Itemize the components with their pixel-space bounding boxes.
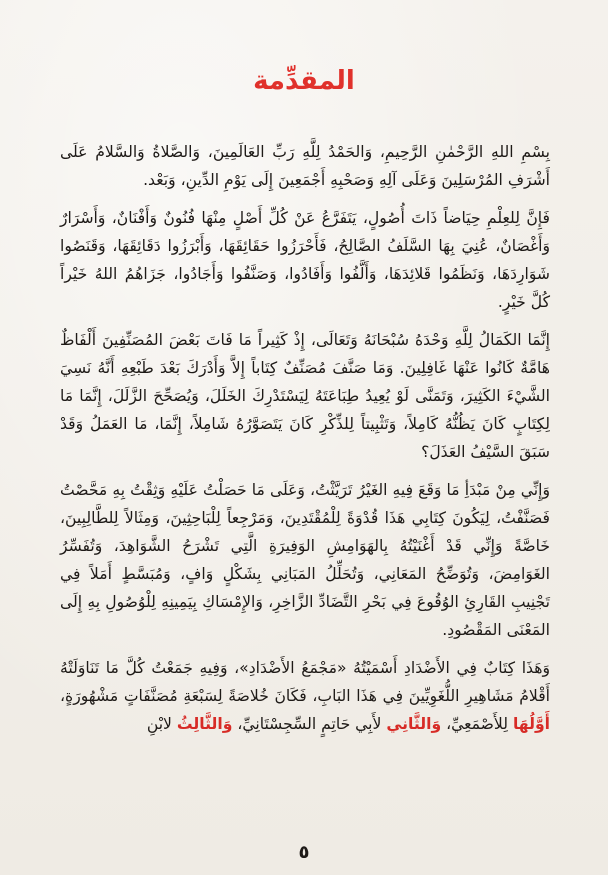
- text-run: وَهَذَا كِتَابٌ فِي الأَضْدَادِ أَسْمَيْتُهُ «مَجْمَعُ الأَضْدَادِ»، وَفِيهِ جَمَعْتُ كُلَّ مَا تَنَاوَلَتْهُ أَقْلامُ مَشَاهِيرِ اللُّغَوِيِّينَ فِي هَذَا البَابِ، فَكَانَ خُلاصَةً لِسَبْعَةِ مُصَنَّفَاتٍ مَشْهُورَةٍ،: [60, 659, 550, 705]
- text-run: لأَبِي حَاتِمٍ السِّجِسْتَانِيِّ،: [237, 715, 382, 733]
- section-title: المقدِّمة: [253, 66, 355, 96]
- paragraph-knowledge: فَإِنَّ لِلعِلْمِ حِيَاضاً ذَاتَ أُصُولٍ، يَتَفَرَّعُ عَنْ كُلِّ أَصْلٍ مِنْهَا فُنُونٌ وَأَفْنَانٌ، وَأَسْرَارٌ وَأَغْصَانٌ، عُنِيَ بِهَا السَّلَفُ الصَّالِحُ، فَأَحْرَزُوا حَقَائِقَهَا، وَأَبْرَزُوا دَقَائِقَهَا، وَقَنَصُوا شَوَارِدَهَا، وَنَظَمُوا قَلائِدَهَا، وَأَلَّفُوا وَأَفَادُوا، وَصَنَّفُوا وَأَجَادُوا، جَزَاهُمُ اللهُ خَيْراً كُلَّ خَيْرٍ.: [60, 209, 550, 311]
- paragraph-purpose: وَإِنِّي مِنْ مَبْدَأِ مَا وَقَعَ فِيهِ الغَيْرُ تَرَيَّثْتُ، وَعَلَى مَا حَصَلْتُ عَلَيْهِ وَثِقْتُ بِهِ مَحَّصْتُ فَصَنَّفْتُ، لِيَكُونَ كِتَابِي هَذَا قُدْوَةً لِلْمُقْتَدِينَ، وَمَرْجِعاً لِلْبَاحِثِينَ، وَمِثَالاً لِلطَّالِبِينَ، خَاصَّةً وَإِنِّي قَدْ أَغْنَيْتُهُ بِالهَوَامِشِ الوَفِيرَةِ الَّتِي تَشْرَحُ الشَّوَاهِدَ، وَتُفَسِّرُ الغَوَامِضَ، وَتُوَضِّحُ المَعَانِي، وَتُحَلِّلُ المَبَانِي بِشَكْلٍ وَافٍ، وَمُبَسَّطٍ أَمَلاً فِي تَجْنِيبِ القَارِئِ الوُقُوعَ فِي بَحْرِ التَّضَادِّ الزَّاخِرِ، وَالإِمْسَاكِ بِيَمِينِهِ لِلْوُصُولِ بِهِ إِلَى المَعْنَى المَقْصُودِ.: [60, 481, 550, 639]
- bleed-through-text: [32, 26, 576, 62]
- paragraph-book-description: [60, 654, 550, 738]
- highlight-first: أَوَّلُهَا: [512, 715, 550, 733]
- highlight-third: وَالثَّالِثُ: [176, 715, 233, 733]
- paragraph-perfection: إِنَّمَا الكَمَالُ لِلَّهِ وَحْدَهُ سُبْحَانَهُ وَتَعَالَى، إِذْ كَثِيراً مَا فَاتَ بَعْضَ المُصَنِّفِينَ أَلْفَاظٌ هَامَّةٌ كَانُوا عَنْهَا غَافِلِينَ. وَمَا صَنَّفَ مُصَنِّفٌ كِتَاباً إِلاَّ وَأَدْرَكَ بَعْدَ طَبْعِهِ أَنَّهُ نَسِيَ الشَّيْءَ الكَثِيرَ، وَتَمَنَّى لَوْ يُعِيدُ طِبَاعَتَهُ لِيَسْتَدْرِكَ الخَلَلَ، وَيُصَحِّحَ الزَّلَلَ، إِنَّمَا مَا لِكِتَابٍ كَانَ يَظُنُّهُ كَامِلاً، وَتَثْبِيتاً لِلذِّكْرِ كَانَ يَتَصَوَّرُهُ شَامِلاً، إِنَّمَا، مَا العَمَلُ وَقَدْ سَبَقَ السَّيْفُ العَذَلَ؟: [60, 331, 550, 461]
- text-run: لِلأَصْمَعِيِّ،: [446, 715, 508, 733]
- page-number: ٥: [298, 842, 310, 863]
- paragraph-basmala: بِسْمِ اللهِ الرَّحْمٰنِ الرَّحِيمِ، وَالحَمْدُ لِلَّهِ رَبِّ العَالَمِينَ، وَالصَّلاةُ وَالسَّلامُ عَلَى أَشْرَفِ المُرْسَلِينَ وَعَلَى آلِهِ وَصَحْبِهِ أَجْمَعِينَ إِلَى يَوْمِ الدِّينِ، وَبَعْد.: [60, 143, 550, 189]
- highlight-second: وَالثَّانِي: [386, 715, 442, 733]
- text-run: لابْنِ: [146, 715, 172, 733]
- body-text: [60, 138, 550, 738]
